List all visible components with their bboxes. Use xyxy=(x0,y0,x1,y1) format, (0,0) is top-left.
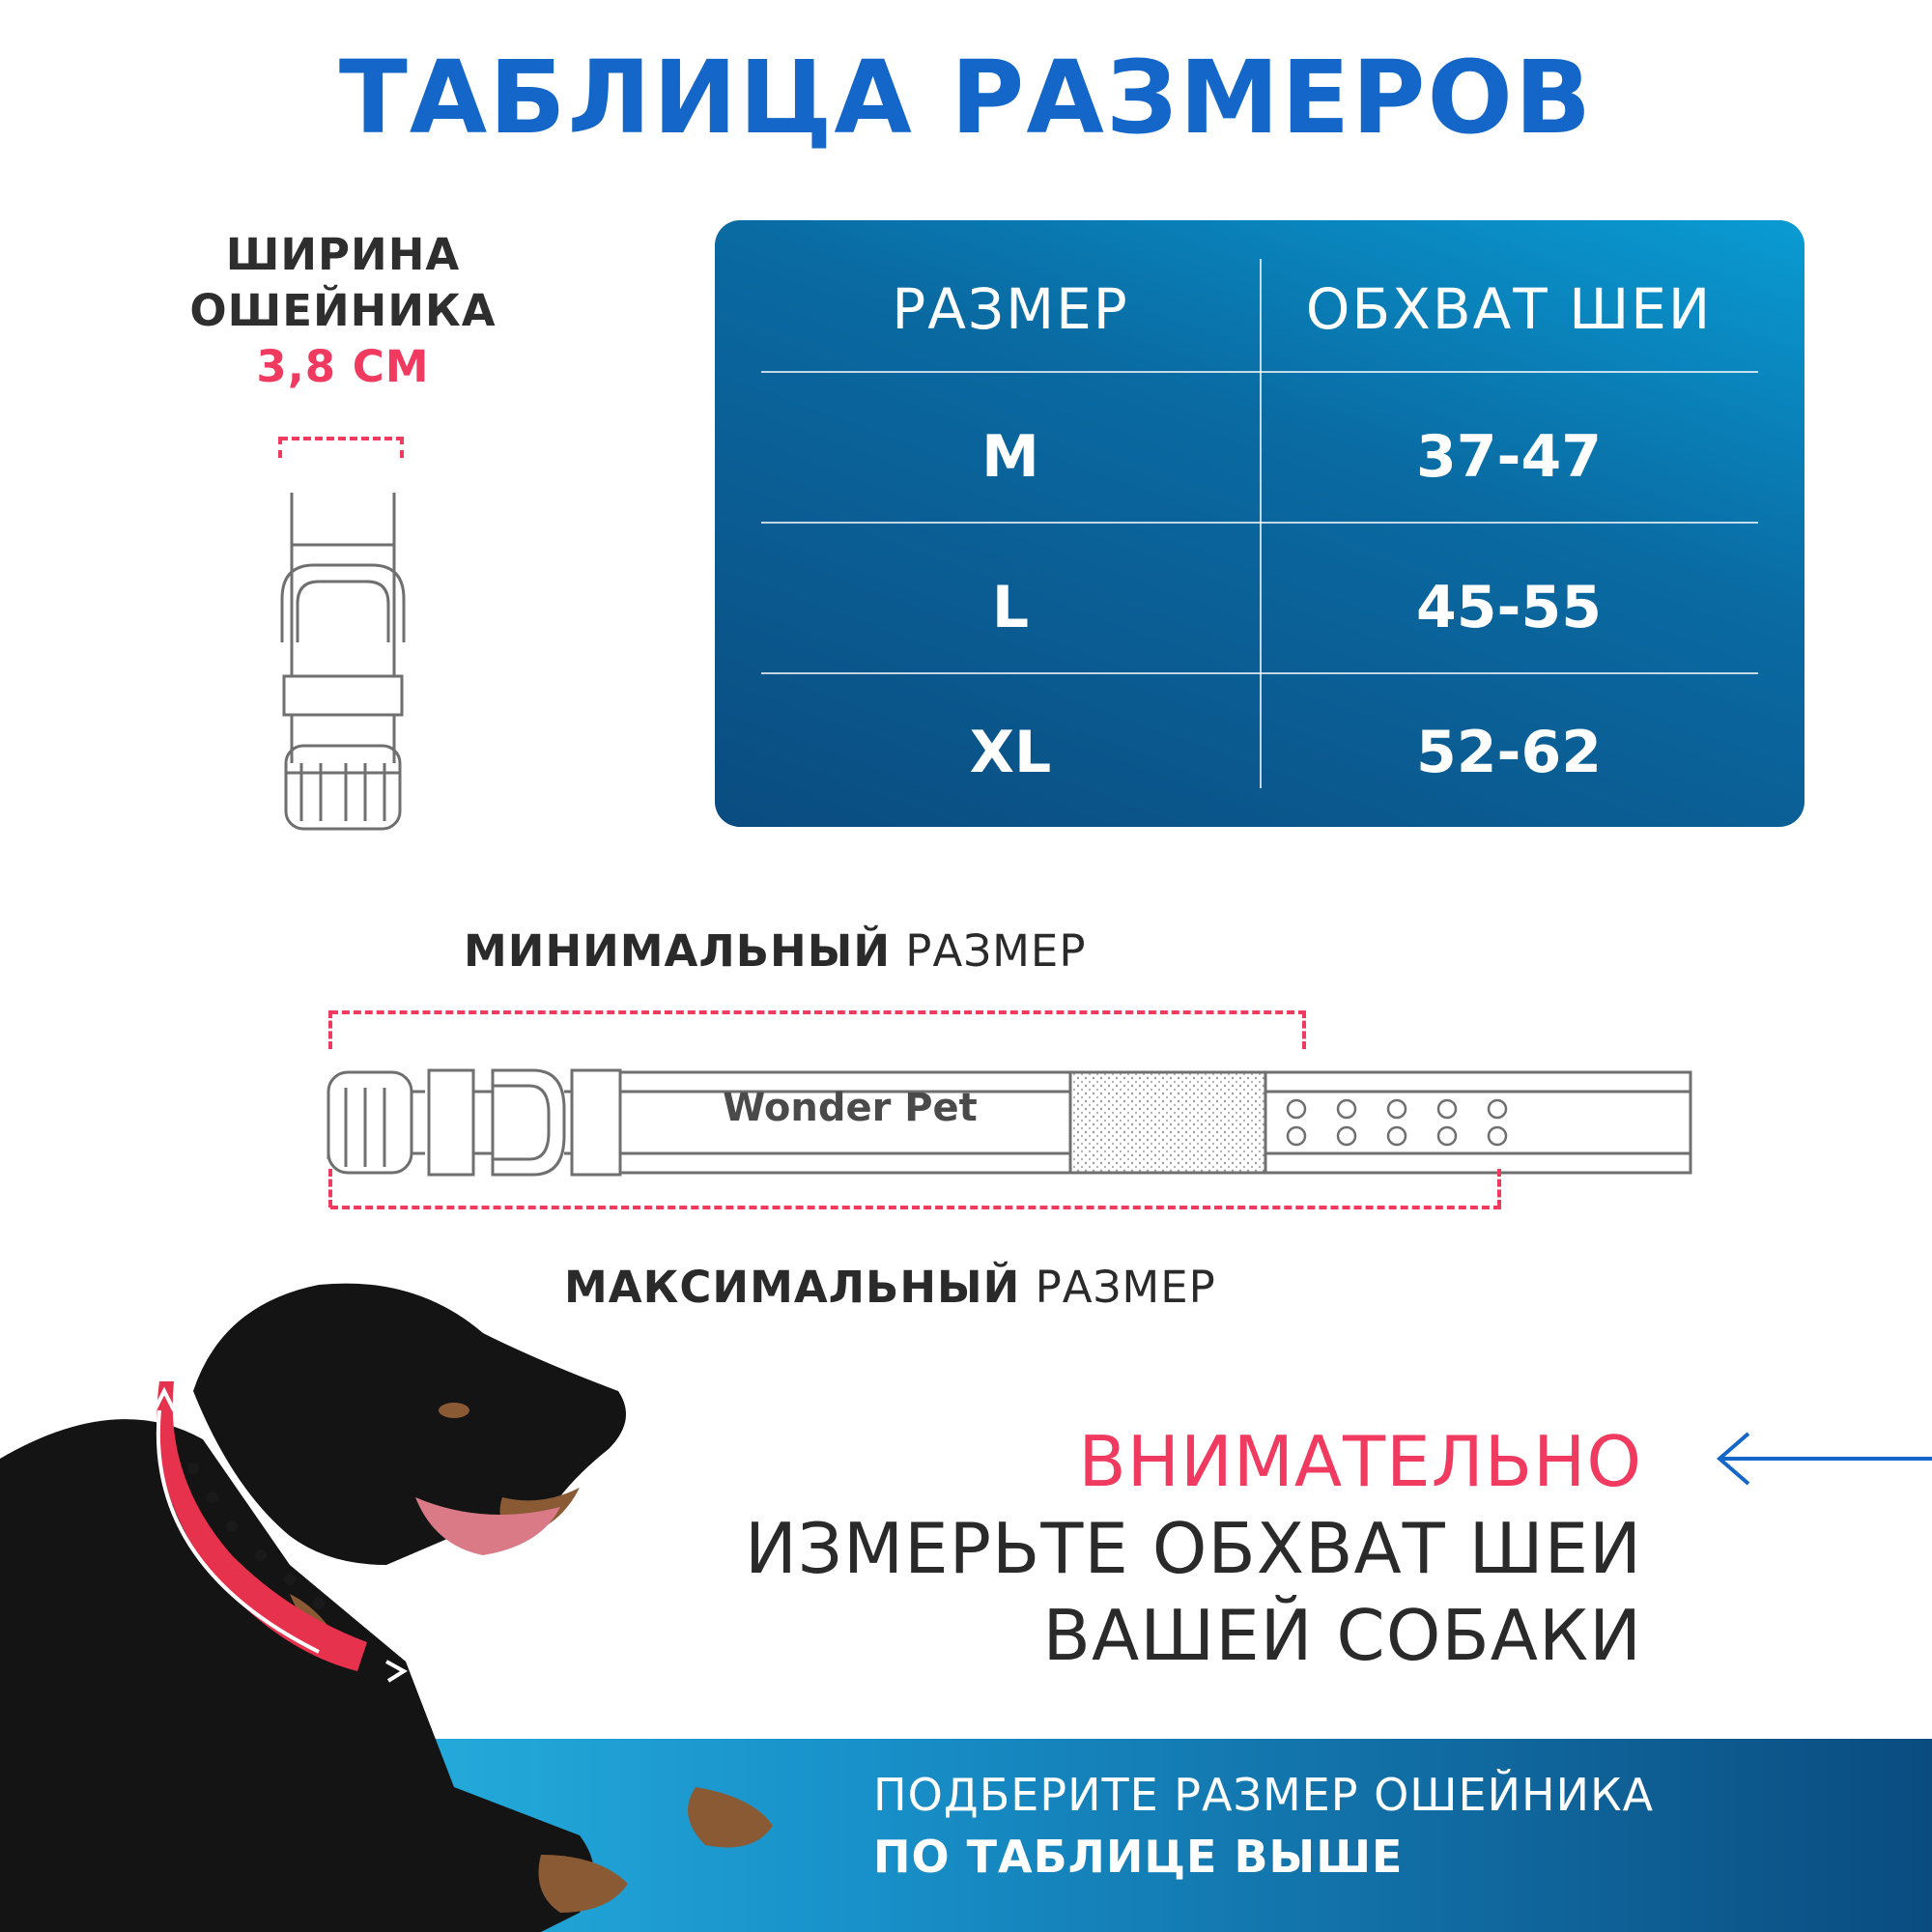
max-size-dashed-line xyxy=(330,1206,1501,1209)
min-size-dashed-tick-left xyxy=(328,1010,332,1049)
header-size: РАЗМЕР xyxy=(892,276,1129,342)
banner-line2: ПО ТАБЛИЦЕ ВЫШЕ xyxy=(873,1831,1404,1883)
banner-line1: ПОДБЕРИТЕ РАЗМЕР ОШЕЙНИКА xyxy=(873,1769,1655,1821)
min-size-caption xyxy=(464,925,1086,977)
table-divider xyxy=(761,371,1758,373)
attention-line3: ВАШЕЙ СОБАКИ xyxy=(1042,1595,1642,1676)
arrow-left-icon xyxy=(1710,1430,1932,1488)
dog-photo xyxy=(0,1246,792,1932)
collar-vertical-illustration xyxy=(270,483,415,840)
min-size-dashed-tick-right xyxy=(1302,1010,1306,1049)
table-divider xyxy=(761,672,1758,674)
min-size-dashed-line xyxy=(330,1010,1306,1014)
size-cell: M xyxy=(981,423,1039,491)
table-divider xyxy=(761,522,1758,524)
width-label-line2: ОШЕЙНИКА xyxy=(189,285,497,336)
width-label-value: 3,8 СМ xyxy=(256,341,430,392)
max-size-bold: МАКСИМАЛЬНЫЙ xyxy=(564,1262,1021,1313)
collar-width-label xyxy=(145,227,541,395)
table-row xyxy=(761,423,1758,491)
min-size-rest: РАЗМЕР xyxy=(891,925,1087,977)
table-header-row xyxy=(761,276,1758,342)
neck-cell: 45-55 xyxy=(1416,574,1602,641)
max-size-rest: РАЗМЕР xyxy=(1020,1262,1216,1313)
attention-line1: ВНИМАТЕЛЬНО xyxy=(1078,1421,1642,1502)
size-cell: XL xyxy=(969,719,1052,786)
min-size-bold: МИНИМАЛЬНЫЙ xyxy=(464,925,891,977)
max-size-dashed-tick-right xyxy=(1497,1169,1501,1208)
table-row xyxy=(761,574,1758,641)
width-dashed-tick-right xyxy=(400,437,404,458)
table-row xyxy=(761,719,1758,786)
header-neck-girth: ОБХВАТ ШЕИ xyxy=(1305,276,1713,342)
neck-cell: 52-62 xyxy=(1416,719,1602,786)
width-label-line1: ШИРИНА xyxy=(225,229,461,280)
size-table xyxy=(715,220,1804,827)
attention-text xyxy=(745,1418,1642,1679)
width-dashed-line xyxy=(280,437,404,440)
max-size-dashed-tick-left xyxy=(328,1169,332,1208)
width-dashed-tick-left xyxy=(278,437,282,458)
neck-cell: 37-47 xyxy=(1416,423,1602,491)
page-title: ТАБЛИЦА РАЗМЕРОВ xyxy=(338,39,1594,156)
collar-brand-label: Wonder Pet xyxy=(723,1086,978,1130)
size-cell: L xyxy=(991,574,1030,641)
banner-text xyxy=(873,1764,1654,1888)
attention-line2: ИЗМЕРЬТЕ ОБХВАТ ШЕИ xyxy=(744,1508,1642,1589)
